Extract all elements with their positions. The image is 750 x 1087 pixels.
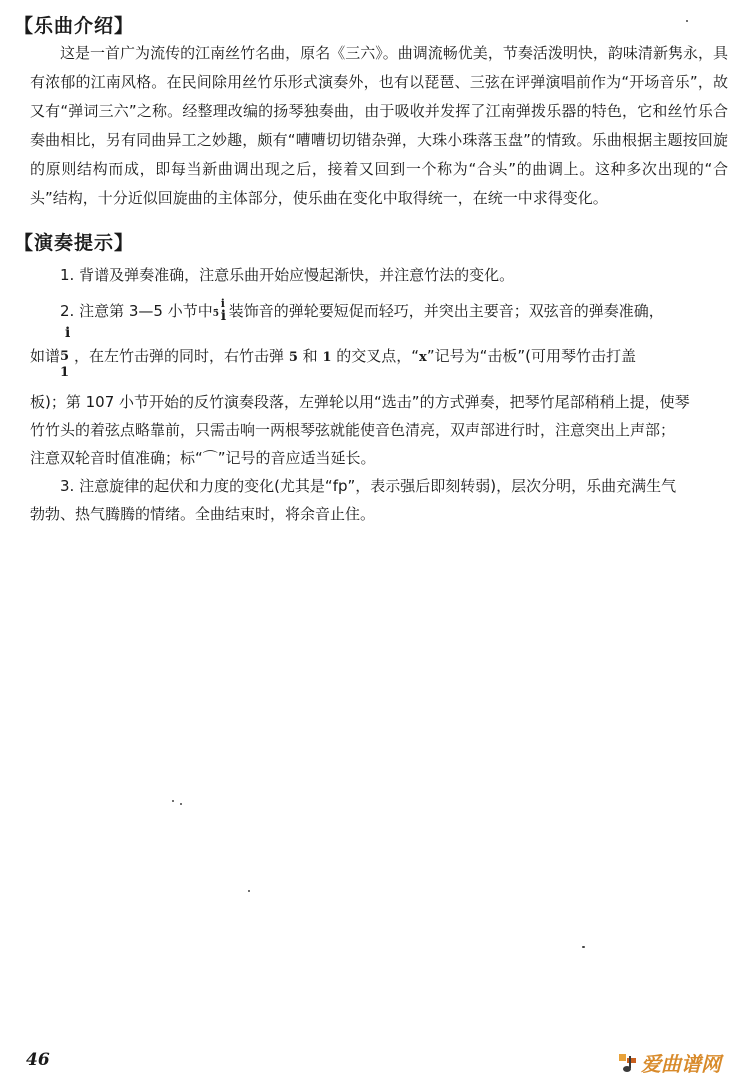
section-heading-performance-tips: 【演奏提示】 — [14, 232, 135, 254]
site-logo — [618, 1048, 744, 1078]
tip-2-line-3: 板)；第 107 小节开始的反竹演奏段落，左弹轮以用“选击”的方式弹奏，把琴竹尾部稍稍上提，使琴 — [30, 393, 690, 411]
tip-1: 1. 背谱及弹奏准确，注意乐曲开始应慢起渐快，并注意竹法的变化。 — [60, 266, 515, 284]
tip-2-line-5: 注意双轮音时值准确；标“⌒”记号的音应适当延长。 — [30, 449, 376, 467]
tip-2-text-c-mid: 和 — [302, 347, 318, 365]
tip-2-text-a: 2. 注意第 3—5 小节中 — [60, 302, 213, 320]
tip-2-text-c-pre: 如谱 — [30, 347, 61, 365]
tip-2-text-c-tail: ”记号为“击板”(可用琴竹击打盖 — [426, 347, 636, 365]
tip-2-line-1 — [60, 296, 728, 324]
notation-5: 5 — [60, 348, 70, 364]
tip-3-line-1: 3. 注意旋律的起伏和力度的变化(尤其是“fp”，表示强后即刻转弱)，层次分明，乐曲充满生气 — [60, 477, 677, 495]
logo-text: 爱曲谱网 — [641, 1052, 721, 1076]
introduction-paragraph: 这是一首广为流传的江南丝竹名曲，原名《三六》。曲调流畅优美，节奏活泼明快，韵味清新隽永，具有浓郁的江南风格。在民间除用丝竹乐形式演奏外，也有以琵琶、三弦在评弹演唱前作为“开场音乐”，故又有“弹词三六”之称。经整理改编的扬琴独奏曲，由于吸收并发挥了江南弹拨乐器的特色，它和丝竹乐合奏曲相比，另有同曲异工之妙趣，颇有“嘈嘈切切错杂弹，大珠小珠落玉盘”的情致。乐曲根据主题按回旋的原则结构而成，即每当新曲调出现之后，接着又回到一个称为“合头”的曲调上。这种多次出现的“合头”结构，十分近似回旋曲的主体部分，使乐曲在变化中取得统一，在统一中求得变化。 — [30, 44, 728, 207]
ornament-notation — [212, 296, 229, 324]
scan-speck — [180, 803, 182, 805]
note-1: 1 — [322, 350, 332, 365]
ornament-high-note: i — [220, 296, 225, 310]
ornament-grace-note: 5̇ — [212, 308, 219, 319]
page-number: 46 — [26, 1050, 50, 1070]
scan-speck — [582, 946, 585, 948]
double-string-notation — [60, 324, 74, 380]
ornament-main-note: i — [220, 307, 227, 324]
notation-low-1: 1 — [60, 364, 70, 380]
tip-2-text-c-end: 的交叉点，“ — [336, 347, 420, 365]
note-5: 5 — [288, 350, 298, 365]
tip-2-text-c-post: ，在左竹击弹的同时，右竹击弹 — [74, 347, 285, 365]
scan-speck — [248, 890, 250, 892]
scan-speck — [686, 20, 688, 22]
notation-high-1: i — [65, 324, 71, 341]
tip-2-text-b: 装饰音的弹轮要短促而轻巧，并突出主要音；双弦音的弹奏准确， — [228, 302, 664, 320]
section-heading-introduction: 【乐曲介绍】 — [14, 15, 135, 37]
tip-2-line-4: 竹竹头的着弦点略靠前，只需击响一两根琴弦就能使音色清亮，双声部进行时，注意突出上声部； — [30, 421, 676, 439]
music-note-icon — [618, 1052, 638, 1074]
strike-board-mark: x — [419, 350, 427, 365]
tip-3-line-2: 勃勃、热气腾腾的情绪。全曲结束时，将余音止住。 — [30, 505, 376, 523]
scan-speck — [172, 800, 174, 802]
tip-2-line-2 — [30, 324, 728, 380]
